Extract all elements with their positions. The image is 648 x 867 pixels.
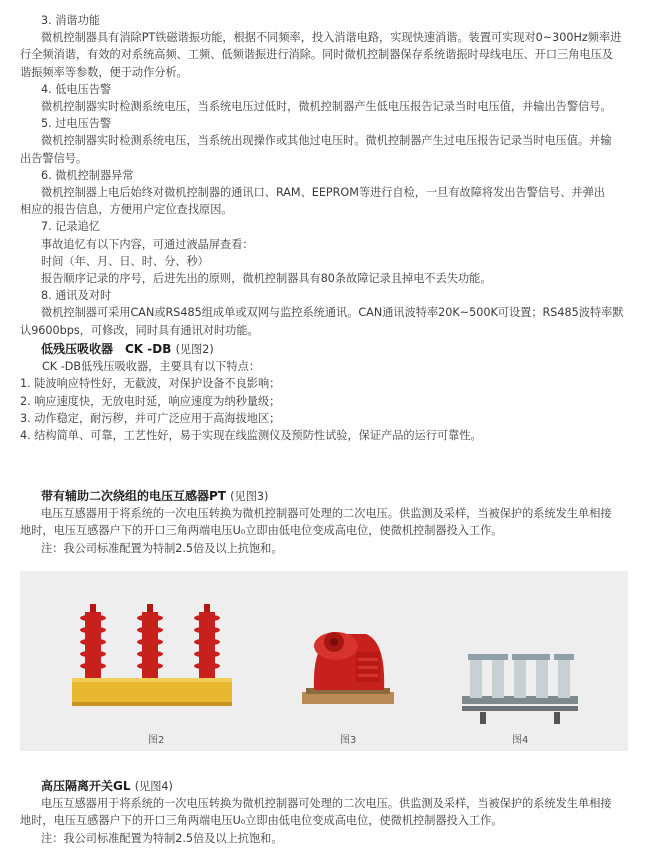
section-ck-db bbox=[20, 341, 632, 444]
note-line: 注：我公司标准配置为特制2.5倍及以上抗饱和。 bbox=[41, 831, 283, 845]
paragraph-line: 电压互感器用于将系统的一次电压转换为微机控制器可处理的二次电压。供监测及采样，当被保护的系统发生单相接 bbox=[41, 507, 612, 521]
fig4-caption: 图4 bbox=[512, 735, 529, 746]
base-box bbox=[72, 678, 232, 706]
paragraph-line: 地时，电压互感器户下的开口三角两端电压U₀立即由低电位变成高电位，使微机控制器投入工作。 bbox=[20, 524, 503, 538]
section-title-ref: (见图3) bbox=[230, 490, 269, 503]
section-title-text: 低残压吸收器 CK -DB bbox=[41, 342, 172, 356]
fig2-absorber-image bbox=[68, 602, 236, 710]
paragraph-line: 相应的报告信息，方便用户定位查找原因。 bbox=[20, 203, 233, 217]
paragraph-line: 微机控制器实时检测系统电压，当系统出现操作或其他过电压时。微机控制器产生过电压报告记录当时电压值。并输 bbox=[41, 134, 612, 148]
list-item: 3. 动作稳定，耐污秽，并可广泛应用于高海拔地区； bbox=[20, 411, 281, 425]
insulator-1 bbox=[80, 604, 106, 680]
section-title bbox=[20, 341, 632, 358]
paragraph-line: 地时，电压互感器户下的开口三角两端电压U₀立即由低电位变成高电位，使微机控制器投入工作。 bbox=[20, 814, 503, 828]
paragraph-line: 出告警信号。 bbox=[20, 151, 88, 165]
list-item: 4. 结构简单、可靠，工艺性好，易于实现在线监测仪及预防性试验，保证产品的运行可靠性。 bbox=[20, 429, 482, 443]
section-title bbox=[20, 488, 632, 505]
note-line: 注：我公司标准配置为特制2.5倍及以上抗饱和。 bbox=[41, 541, 283, 555]
section-title-text: 高压隔离开关GL bbox=[41, 779, 131, 793]
paragraph-line: 电压互感器用于将系统的一次电压转换为微机控制器可处理的二次电压。供监测及采样，当被保护的系统发生单相接 bbox=[41, 797, 612, 811]
section-title-ref: (见图4) bbox=[134, 780, 173, 793]
list-item: 1. 陡波响应特性好，无截波，对保护设备不良影响； bbox=[20, 377, 281, 391]
subheading-over-voltage: 5. 过电压告警 bbox=[41, 117, 112, 131]
section-gl bbox=[20, 778, 632, 847]
paragraph-line: 时间（年、月、日、时、分、秒） bbox=[41, 254, 209, 268]
section-functions bbox=[20, 12, 632, 339]
section-title-text: 带有辅助二次绕组的电压互感器PT bbox=[41, 489, 226, 503]
paragraph-line: 事故追忆有以下内容，可通过液晶屏查看： bbox=[41, 237, 254, 251]
paragraph-line: 微机控制器实时检测系统电压，当系统电压过低时，微机控制器产生低电压报告记录当时电压值，并输出告警信号。 bbox=[41, 100, 612, 114]
subheading-harmonic: 3. 消谐功能 bbox=[41, 14, 100, 27]
fig3-pt-image bbox=[296, 612, 400, 718]
fig2-caption: 图2 bbox=[148, 735, 165, 746]
insulator-3 bbox=[194, 604, 220, 680]
fig3-caption: 图3 bbox=[340, 735, 357, 746]
paragraph-line: 行全频消谐，有效的对系统高频、工频、低频谐振进行消除。同时微机控制器保存系统谐振时母线电压、开口三角电压及 bbox=[20, 48, 613, 62]
paragraph-line: 报告顺序记录的序号，后进先出的原则，微机控制器具有80条故障记录且掉电不丢失功能。 bbox=[41, 272, 492, 286]
section-title bbox=[20, 778, 632, 795]
subheading-communication: 8. 通讯及对时 bbox=[41, 289, 112, 303]
paragraph-line: 认9600bps，可修改，同时具有通讯对时功能。 bbox=[20, 323, 259, 337]
subheading-low-voltage: 4. 低电压告警 bbox=[41, 82, 112, 96]
list-item: 2. 响应速度快，无放电时延，响应速度为纳秒量级； bbox=[20, 394, 281, 408]
paragraph-line: CK -DB低残压吸收器，主要具有以下特点： bbox=[42, 360, 261, 374]
paragraph-line: 微机控制器可采用CAN或RS485组成单或双网与监控系统通讯。CAN通讯波特率20K~500K可设置；RS485波特率默 bbox=[41, 306, 624, 320]
section-title-ref: (见图2) bbox=[175, 343, 214, 356]
subheading-record: 7. 记录追忆 bbox=[41, 220, 100, 234]
section-pt bbox=[20, 488, 632, 557]
paragraph-line: 微机控制器上电后始终对微机控制器的通讯口、RAM、EEPROM等进行自检，一旦有故障将发出告警信号、并弹出 bbox=[41, 186, 605, 200]
paragraph-line: 微机控制器具有消除PT铁磁谐振功能，根据不同频率，投入消谐电路，实现快速消谐。装置可实现对0~300Hz频率进 bbox=[41, 31, 622, 45]
insulator-2 bbox=[137, 604, 163, 680]
paragraph-line: 谐振频率等参数，便于动作分析。 bbox=[20, 65, 188, 79]
subheading-controller-fault: 6. 微机控制器异常 bbox=[41, 168, 134, 182]
fig4-switch-image bbox=[460, 646, 580, 724]
